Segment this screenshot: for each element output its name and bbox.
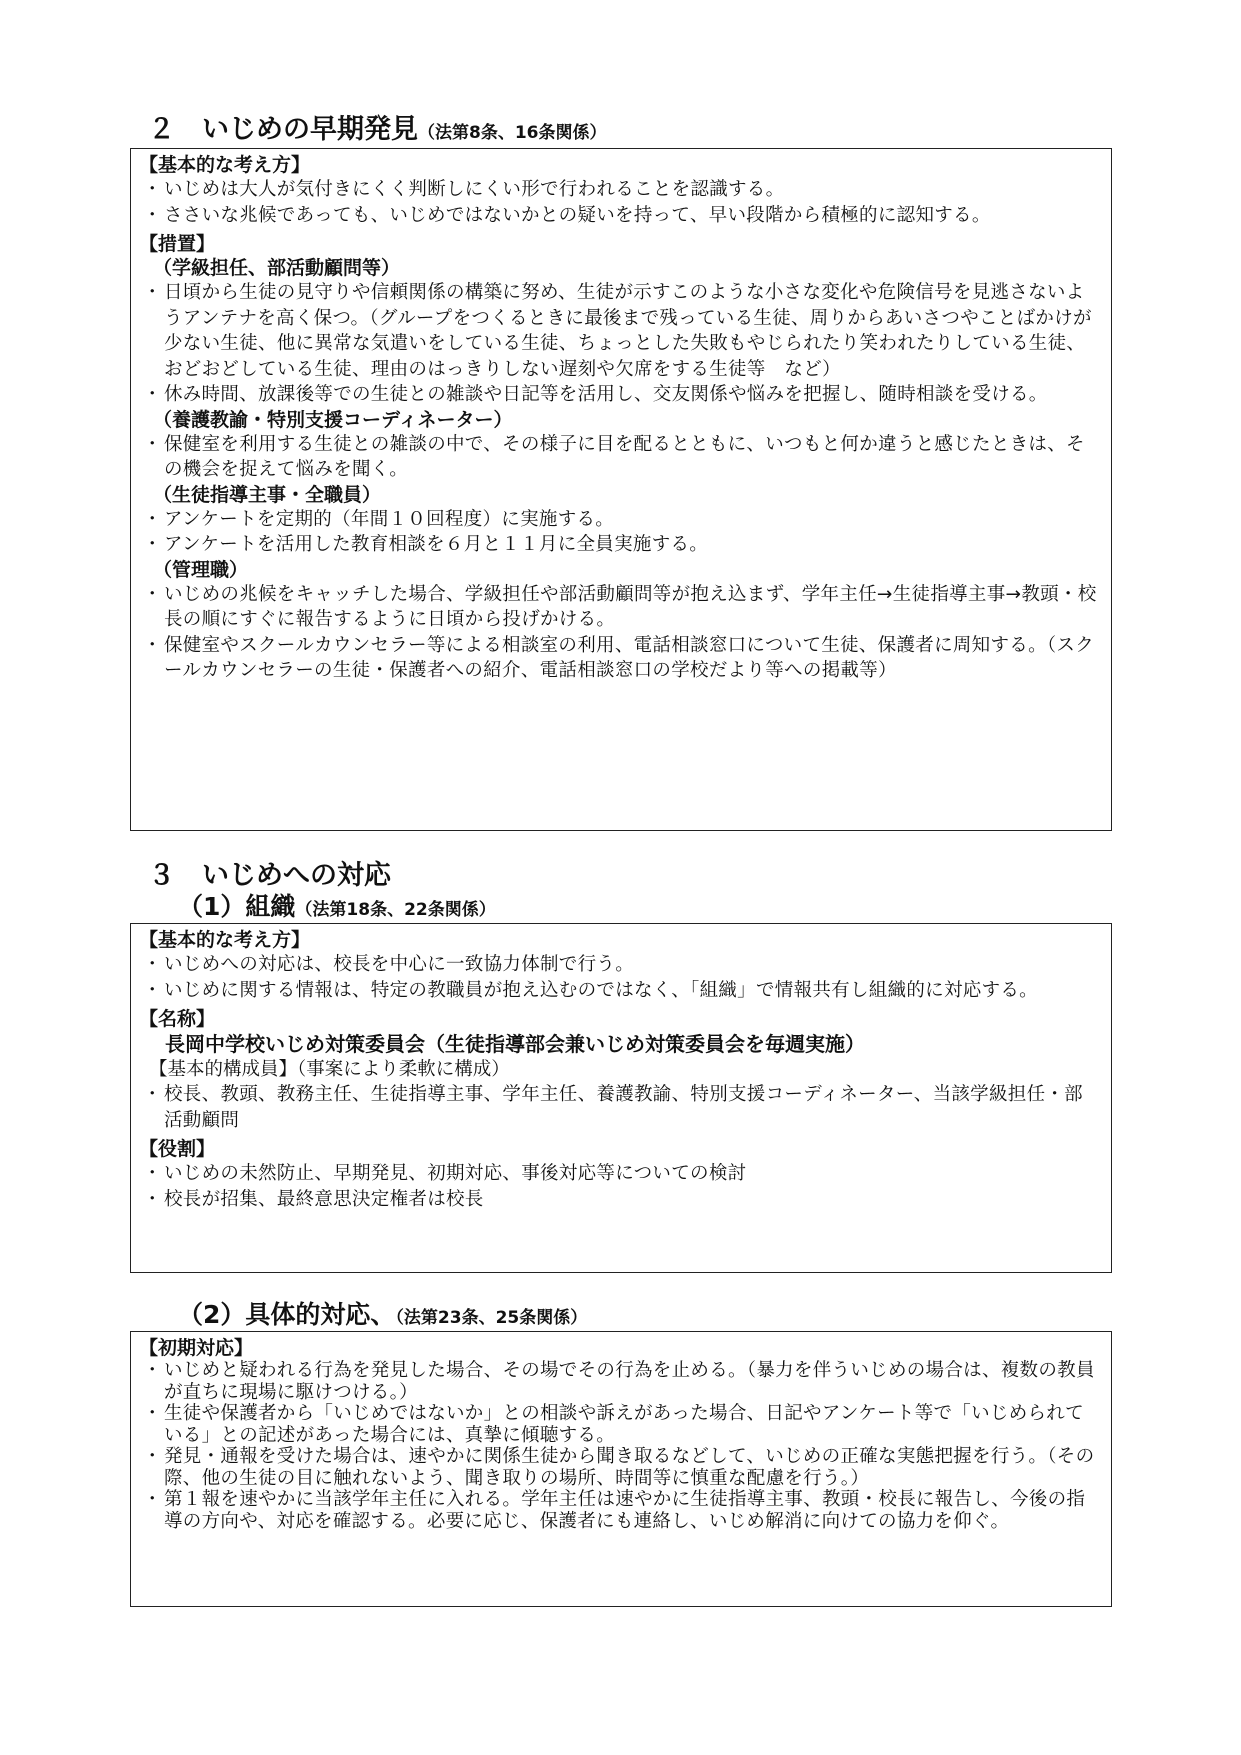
section3-title: ３ いじめへの対応 [148,860,391,891]
section2-title-text: ２ いじめの早期発見 [148,114,418,145]
list-item: ・ いじめと疑われる行為を発見した場合、その場でその行為を止める。（暴力を伴ういじめの場合は、複数の教員が直ちに現場に駆けつける。） [145,1360,1099,1403]
sub2-law-ref: （法第23条、25条関係） [395,1308,588,1328]
list-item: ・ アンケートを定期的（年間１０回程度）に実施する。 [145,507,1099,533]
org-members-heading: 【基本的構成員】（事案により柔軟に構成） [149,1059,510,1080]
org-basic-list [145,952,1099,1003]
basic-approach-list [145,177,1099,228]
list-item: ・ 校長が招集、最終意思決定権者は校長 [145,1187,1099,1213]
list-item: ・ いじめへの対応は、校長を中心に一致協力体制で行う。 [145,952,1099,978]
initial-response-list [145,1360,1099,1532]
org-members-list [145,1082,1099,1133]
group-heading-homeroom: （学級担任、部活動顧問等） [153,257,401,279]
list-item: ・ 校長、教頭、教務主任、生徒指導主事、学年主任、養護教諭、特別支援コーディネーター、当該学級担任・部活動顧問 [145,1082,1099,1133]
group-list-nurse [145,432,1099,483]
group-list-management [145,582,1099,684]
list-item: ・ 保健室を利用する生徒との雑談の中で、その様子に目を配るとともに、いつもと何か違うと感じたときは、その機会を捉えて悩みを聞く。 [145,432,1099,483]
measures-heading: 【措置】 [139,233,216,255]
early-detection-box [130,148,1112,831]
group-list-homeroom [145,280,1099,408]
initial-response-heading: 【初期対応】 [139,1337,254,1359]
basic-approach-heading: 【基本的な考え方】 [139,154,311,176]
section2-law-ref: （法第8条、16条関係） [418,123,607,143]
list-item: ・ 日頃から生徒の見守りや信頼関係の構築に努め、生徒が示すこのような小さな変化や危険信号を見逃さないようアンテナを高く保つ。（グループをつくるときに最後まで残っている生徒、周りからあいさつやことばかけが少ない生徒、他に異常な気遣いをしている生徒、ちょっとした失敗もやじられたり笑われたりしている生徒、おどおどしている生徒、理由のはっきりしない遅刻や欠席をする生徒等 など） [145,280,1099,382]
list-item: ・ いじめに関する情報は、特定の教職員が抱え込むのではなく、「組織」で情報共有し組織的に対応する。 [145,978,1099,1004]
section3-sub1-title [178,892,496,925]
group-list-guidance [145,507,1099,558]
list-item: ・ アンケートを活用した教育相談を６月と１１月に全員実施する。 [145,532,1099,558]
group-heading-management: （管理職） [153,558,249,581]
list-item: ・ いじめの兆候をキャッチした場合、学級担任や部活動顧問等が抱え込まず、学年主任→生徒指導主事→教頭・校長の順にすぐに報告するように日頃から投げかける。 [145,582,1099,633]
list-item: ・ いじめは大人が気付きにくく判断しにくい形で行われることを認識する。 [145,177,1099,203]
organization-box [130,923,1112,1273]
group-heading-guidance: （生徒指導主事・全職員） [153,483,382,506]
org-name-value: 長岡中学校いじめ対策委員会（生徒指導部会兼いじめ対策委員会を毎週実施） [165,1032,865,1056]
list-item: ・ 保健室やスクールカウンセラー等による相談室の利用、電話相談窓口について生徒、保護者に周知する。（スクールカウンセラーの生徒・保護者への紹介、電話相談窓口の学校だより等への掲載等） [145,633,1099,684]
list-item: ・ いじめの未然防止、早期発見、初期対応、事後対応等についての検討 [145,1161,1099,1187]
list-item: ・ 発見・通報を受けた場合は、速やかに関係生徒から聞き取るなどして、いじめの正確な実態把握を行う。（その際、他の生徒の目に触れないよう、聞き取りの場所、時間等に慎重な配慮を行う。） [145,1446,1099,1489]
section2-title [148,114,607,149]
group-heading-nurse: （養護教諭・特別支援コーディネーター） [153,408,513,431]
specific-response-box [130,1331,1112,1607]
org-role-list [145,1161,1099,1212]
sub2-title-text: （2）具体的対応、 [178,1300,396,1329]
sub1-title-text: （1）組織 [178,892,296,921]
list-item: ・ 第１報を速やかに当該学年主任に入れる。学年主任は速やかに生徒指導主事、教頭・校長に報告し、今後の指導の方向や、対応を確認する。必要に応じ、保護者にも連絡し、いじめ解消に向けての協力を仰ぐ。 [145,1489,1099,1532]
list-item: ・ ささいな兆候であっても、いじめではないかとの疑いを持って、早い段階から積極的に認知する。 [145,203,1099,229]
org-role-heading: 【役割】 [139,1138,216,1160]
org-basic-heading: 【基本的な考え方】 [139,929,311,951]
list-item: ・ 休み時間、放課後等での生徒との雑談や日記等を活用し、交友関係や悩みを把握し、随時相談を受ける。 [145,382,1099,408]
list-item: ・ 生徒や保護者から「いじめではないか」との相談や訴えがあった場合、日記やアンケート等で「いじめられている」との記述があった場合には、真摯に傾聴する。 [145,1403,1099,1446]
sub1-law-ref: （法第18条、22条関係） [295,900,496,920]
org-name-heading: 【名称】 [139,1008,216,1030]
section3-sub2-title [178,1300,587,1333]
